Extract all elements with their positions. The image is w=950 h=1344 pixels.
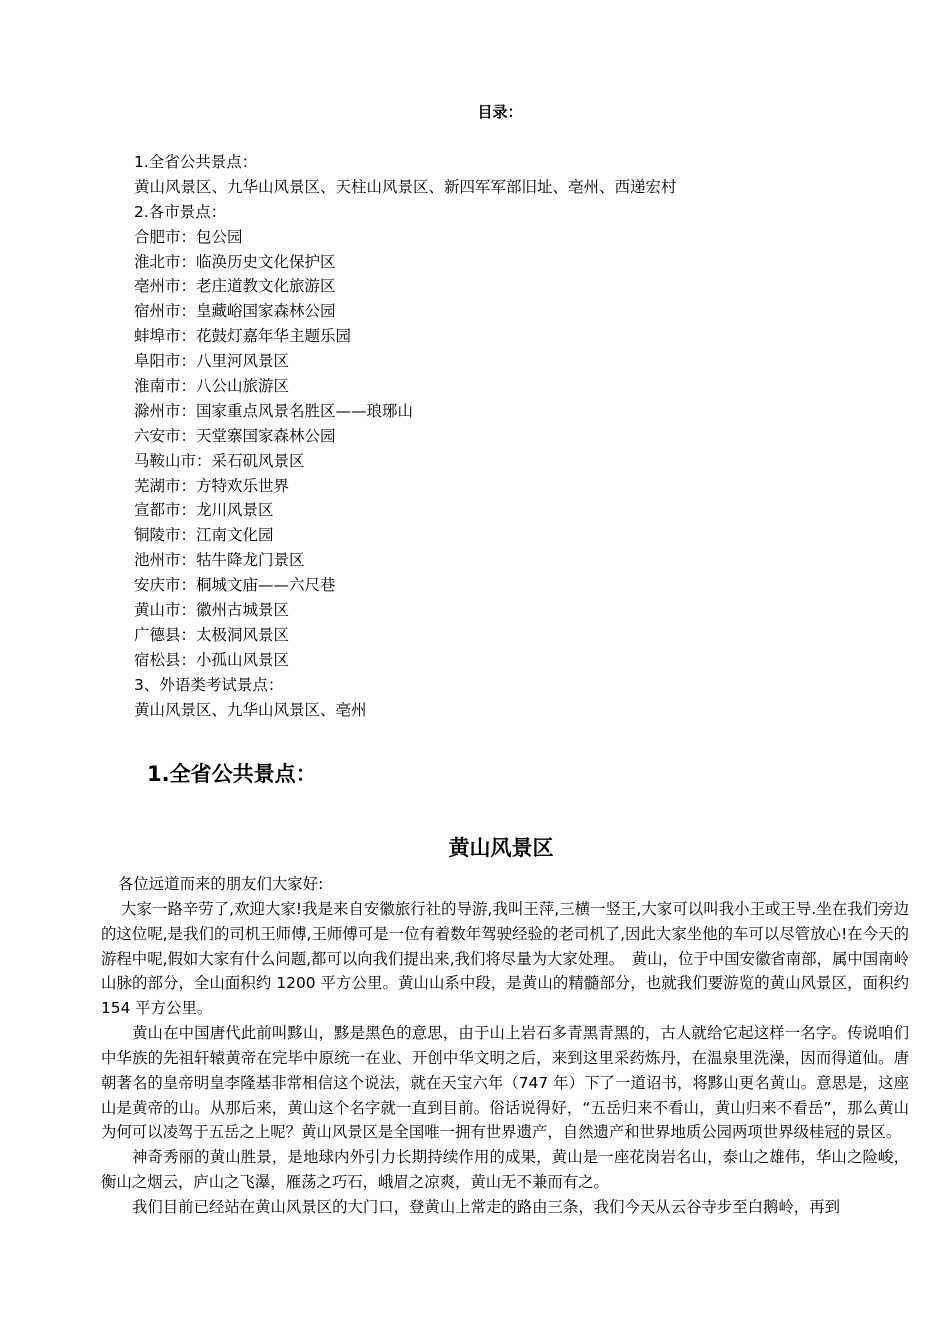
toc-item: 阜阳市：八里河风景区 [134,352,290,371]
toc-item: 淮南市：八公山旅游区 [134,377,290,396]
toc-item: 亳州市：老庄道教文化旅游区 [134,277,336,296]
toc-item: 广德县：太极洞风景区 [134,625,290,644]
toc-item-section-2: 2.各市景点： [134,202,227,221]
toc-item: 淮北市：临涣历史文化保护区 [134,252,336,271]
toc-item: 黄山风景区、九华山风景区、天柱山风景区、新四军军部旧址、亳州、西递宏村 [134,177,677,196]
article-title: 黄山风景区 [448,836,554,860]
toc-item-section-3: 3、外语类考试景点： [134,675,284,694]
intro-paragraph: 大家一路辛劳了,欢迎大家!我是来自安徽旅行社的导游,我叫王萍,三横一竖王,大家可以叫我小王或王导.坐在我们旁边的这位呢,是我们的司机王师傅,王师傅可是一位有着数年驾驶经验的老司机了,因此大家坐他的车可以尽管放心!在今天的游程中呢,假如大家有什么问题,都可以向我们提出来,我们将尽量为大家处理。 黄山，位于中国安徽省南部，属中国南岭山脉的部分，全山面积约 1200 平方公里。黄山山系中段，是黄山的精髓部分，也就我们要游览的黄山风景区，面积约 154 平方公里。 [101,899,909,1018]
toc-item: 宿州市：皇藏峪国家森林公园 [134,302,336,321]
article-body [101,872,909,1220]
toc-item: 安庆市：桐城文庙——六尺巷 [134,576,336,595]
toc-item: 合肥市：包公园 [134,227,243,246]
toc-item: 黄山风景区、九华山风景区、亳州 [134,700,367,719]
route-paragraph: 我们目前已经站在黄山风景区的大门口，登黄山上常走的路由三条，我们今天从云谷寺步至白鹅岭，再到 [132,1197,840,1216]
toc-item: 宣都市：龙川风景区 [134,501,274,520]
toc-title: 目录： [477,103,523,121]
toc-item-section-1: 1.全省公共景点： [134,153,258,171]
history-paragraph: 黄山在中国唐代此前叫黟山，黟是黑色的意思，由于山上岩石多青黑青黑的，古人就给它起这样一名字。传说咱们中华族的先祖轩辕黄帝在完毕中原统一在业、开创中华文明之后，来到这里采药炼丹，在温泉里洗澡，因而得道仙。唐朝著名的皇帝明皇李隆基非常相信这个说法，就在天宝六年（747 年）下了一道诏书，将黟山更名黄山。意思是，这座山是黄帝的山。从那后来，黄山这个名字就一直到目前。俗话说得好，“五岳归来不看山，黄山归来不看岳”，那么黄山为何可以凌驾于五岳之上呢？黄山风景区是全国唯一拥有世界遗产，自然遗产和世界地质公园两项世界级桂冠的景区。 [101,1024,909,1142]
greeting-paragraph: 各位远道而来的朋友们大家好: [118,875,324,893]
toc-item: 铜陵市：江南文化园 [134,526,274,545]
scenery-paragraph: 神奇秀丽的黄山胜景，是地球内外引力长期持续作用的成果，黄山是一座花岗岩名山，泰山之雄伟，华山之险峻，衡山之烟云，庐山之飞瀑，雁荡之巧石，峨眉之凉爽，黄山无不兼而有之。 [101,1148,909,1192]
toc-item: 滁州市：国家重点风景名胜区——琅琊山 [134,401,414,420]
toc-item: 蚌埠市：花鼓灯嘉年华主题乐园 [134,327,352,346]
toc-list [134,150,677,722]
toc-item: 黄山市：徽州古城景区 [134,601,290,620]
toc-item: 宿松县：小孤山风景区 [134,650,290,669]
section-heading: 1.全省公共景点： [147,762,317,786]
toc-item: 六安市：天堂寨国家森林公园 [134,426,336,445]
toc-item: 芜湖市：方特欢乐世界 [134,476,290,495]
toc-item: 池州市：牯牛降龙门景区 [134,551,305,570]
toc-item: 马鞍山市：采石矶风景区 [134,451,305,470]
